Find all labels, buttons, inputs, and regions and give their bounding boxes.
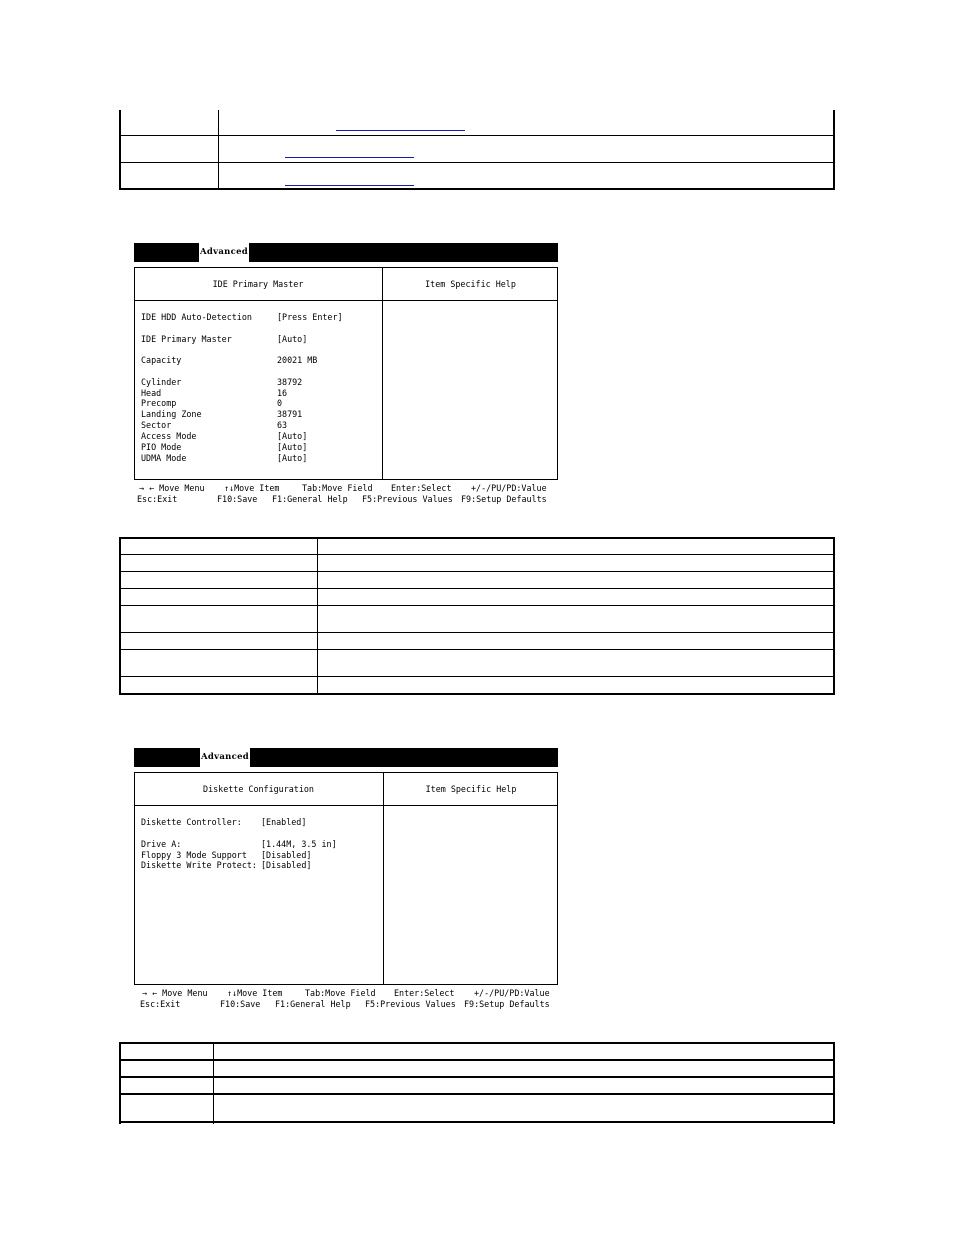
setting-label: Access Mode	[141, 431, 197, 441]
footer-hint: +/-/PU/PD:Value	[471, 483, 547, 493]
setting-label: PIO Mode	[141, 442, 182, 452]
setting-value[interactable]: [Disabled]	[261, 860, 312, 870]
link-underline[interactable]	[285, 185, 414, 186]
footer-hint: ↑↓Move Item	[224, 483, 280, 493]
setting-label: Floppy 3 Mode Support	[141, 850, 247, 860]
setting-label: IDE HDD Auto-Detection	[141, 312, 252, 322]
setting-label: Precomp	[141, 398, 177, 408]
setting-value: 16	[277, 388, 288, 398]
middle-table	[119, 537, 835, 695]
footer-hint: Enter:Select	[394, 988, 455, 998]
footer-hint: ↑↓Move Item	[227, 988, 283, 998]
setting-value[interactable]: [Auto]	[277, 442, 308, 452]
top-table	[119, 110, 835, 190]
setting-label: UDMA Mode	[141, 453, 187, 463]
footer-hint: F1:General Help	[275, 999, 351, 1009]
footer-hint: Tab:Move Field	[305, 988, 376, 998]
setting-value: 38792	[277, 377, 303, 387]
setting-value[interactable]: [Press Enter]	[277, 312, 343, 322]
footer-hint: F10:Save	[220, 999, 261, 1009]
setting-value: 0	[277, 398, 283, 408]
setting-label: IDE Primary Master	[141, 334, 232, 344]
setting-label: Drive A:	[141, 839, 182, 849]
setting-label: Cylinder	[141, 377, 182, 387]
setting-label: Diskette Controller:	[141, 817, 242, 827]
footer-hint: F9:Setup Defaults	[461, 494, 547, 504]
setting-label: Capacity	[141, 355, 182, 365]
setting-value: 63	[277, 420, 288, 430]
setting-label: Diskette Write Protect:	[141, 860, 257, 870]
footer-hint: F5:Previous Values	[365, 999, 456, 1009]
footer-hint: F5:Previous Values	[362, 494, 453, 504]
help-title: Item Specific Help	[425, 784, 517, 794]
section-title: IDE Primary Master	[212, 279, 304, 289]
bottom-table	[119, 1042, 835, 1124]
setting-value[interactable]: [Enabled]	[261, 817, 307, 827]
footer-hint: Tab:Move Field	[302, 483, 373, 493]
footer-hint: → ← Move Menu	[142, 988, 208, 998]
setting-value[interactable]: [1.44M, 3.5 in]	[261, 839, 337, 849]
setting-label: Landing Zone	[141, 409, 202, 419]
link-underline[interactable]	[336, 130, 465, 131]
tab-advanced: Advanced	[199, 243, 249, 262]
setting-value[interactable]: [Auto]	[277, 334, 308, 344]
setting-value: 38791	[277, 409, 303, 419]
footer-hint: Enter:Select	[391, 483, 452, 493]
tab-advanced: Advanced	[200, 748, 250, 767]
help-title: Item Specific Help	[425, 279, 516, 289]
setting-value[interactable]: [Auto]	[277, 431, 308, 441]
footer-hint: Esc:Exit	[140, 999, 181, 1009]
footer-hint: → ← Move Menu	[139, 483, 205, 493]
setting-value: 20021 MB	[277, 355, 318, 365]
footer-hint: F10:Save	[217, 494, 258, 504]
section-title: Diskette Configuration	[203, 784, 314, 794]
footer-hint: F9:Setup Defaults	[464, 999, 550, 1009]
link-underline[interactable]	[285, 157, 414, 158]
setting-label: Sector	[141, 420, 172, 430]
footer-hint: Esc:Exit	[137, 494, 178, 504]
setting-label: Head	[141, 388, 162, 398]
setting-value[interactable]: [Disabled]	[261, 850, 312, 860]
footer-hint: F1:General Help	[272, 494, 348, 504]
footer-hint: +/-/PU/PD:Value	[474, 988, 550, 998]
setting-value[interactable]: [Auto]	[277, 453, 308, 463]
